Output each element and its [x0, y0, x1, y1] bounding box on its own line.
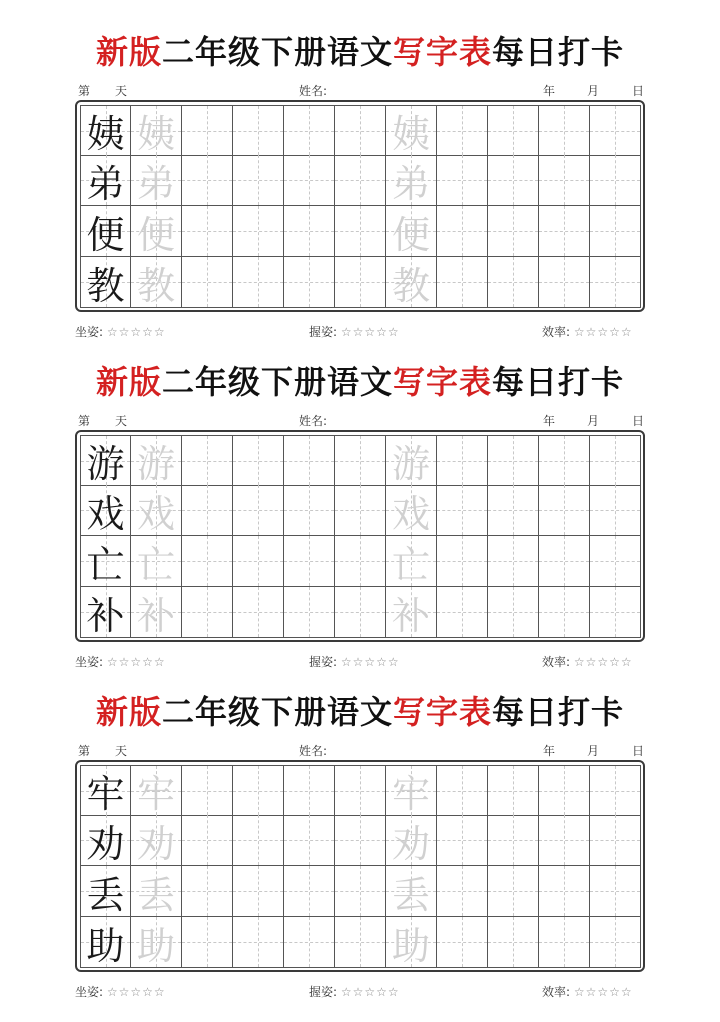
trace-character: 牢 [391, 772, 430, 816]
grid-cell[interactable] [386, 917, 437, 968]
grid-cell[interactable] [80, 485, 131, 536]
grid-cell[interactable] [539, 105, 590, 156]
title-part-new-edition: 新版 [95, 33, 162, 71]
grid-cell[interactable] [80, 917, 131, 968]
rating-line [75, 983, 645, 999]
grid-cell[interactable] [590, 765, 641, 816]
trace-character: 丢 [136, 872, 175, 917]
grid-cell[interactable] [131, 536, 182, 587]
grid-cell[interactable] [233, 206, 284, 257]
worksheet-section [0, 32, 720, 362]
grid-cell[interactable] [80, 435, 131, 486]
title-part-grade: 二年级下册语文 [161, 363, 393, 401]
grid-cell[interactable] [437, 536, 488, 587]
grid-cell[interactable] [437, 155, 488, 206]
date-label: 日 [632, 414, 645, 428]
grid-cell[interactable] [80, 206, 131, 257]
model-character: 助 [86, 923, 125, 968]
grid-cell[interactable] [539, 536, 590, 587]
trace-character: 游 [391, 442, 430, 486]
efficiency-rating [542, 983, 633, 1000]
grid-cell[interactable] [284, 155, 335, 206]
grid-cell[interactable] [488, 536, 539, 587]
day-suffix: 天 [115, 84, 128, 98]
title-part-grade: 二年级下册语文 [161, 693, 393, 731]
grid-cell[interactable] [284, 257, 335, 308]
grid-cell[interactable] [590, 485, 641, 536]
grid-cell[interactable] [590, 866, 641, 917]
posture-rating [75, 983, 166, 1000]
grip-stars[interactable]: ☆☆☆☆☆ [340, 325, 400, 339]
grid-cell[interactable] [233, 485, 284, 536]
grid-cell[interactable] [233, 435, 284, 486]
grid-cell[interactable] [182, 536, 233, 587]
grid-cell[interactable] [488, 435, 539, 486]
grid-cell[interactable] [182, 587, 233, 638]
grid-cell[interactable] [437, 206, 488, 257]
grid-cell[interactable] [233, 536, 284, 587]
grid-cell[interactable] [386, 206, 437, 257]
grid-cell[interactable] [335, 155, 386, 206]
grid-cell[interactable] [488, 105, 539, 156]
grid-cell[interactable] [488, 587, 539, 638]
grid-cell[interactable] [131, 917, 182, 968]
grid-cell[interactable] [131, 587, 182, 638]
posture-rating [75, 323, 166, 340]
grid-cell[interactable] [182, 765, 233, 816]
info-line [75, 742, 645, 758]
grid-cell[interactable] [386, 815, 437, 866]
grid-cell[interactable] [131, 765, 182, 816]
efficiency-label: 效率: [542, 325, 571, 339]
grid-cell[interactable] [131, 815, 182, 866]
grid-cell[interactable] [80, 765, 131, 816]
grid-cell[interactable] [386, 866, 437, 917]
grid-cell[interactable] [80, 257, 131, 308]
posture-stars[interactable]: ☆☆☆☆☆ [106, 655, 166, 669]
efficiency-rating [542, 323, 633, 340]
info-line [75, 82, 645, 98]
grid-cell[interactable] [335, 587, 386, 638]
grid-cell[interactable] [488, 485, 539, 536]
title-part-daily-checkin: 每日打卡 [492, 693, 625, 731]
grid-cell[interactable] [335, 536, 386, 587]
name-label: 姓名: [299, 744, 328, 758]
grip-rating [309, 323, 400, 340]
grid-cell[interactable] [437, 105, 488, 156]
grid-cell[interactable] [437, 866, 488, 917]
writing-grid-frame [75, 760, 645, 972]
name-label: 姓名: [299, 84, 328, 98]
grid-cell[interactable] [284, 536, 335, 587]
efficiency-label: 效率: [542, 655, 571, 669]
grid-cell[interactable] [80, 105, 131, 156]
grid-cell[interactable] [335, 257, 386, 308]
trace-character: 戏 [391, 491, 430, 536]
grid-cell[interactable] [335, 206, 386, 257]
posture-label: 坐姿: [75, 655, 104, 669]
grid-cell[interactable] [233, 257, 284, 308]
grid-cell[interactable] [335, 435, 386, 486]
worksheet-section [0, 692, 720, 1022]
grid-cell[interactable] [386, 536, 437, 587]
trace-character: 姨 [136, 112, 175, 156]
trace-character: 教 [136, 263, 175, 308]
trace-character: 便 [391, 212, 430, 257]
model-character: 便 [86, 212, 125, 257]
grid-cell[interactable] [233, 155, 284, 206]
day-prefix: 第 [78, 84, 91, 98]
grid-cell[interactable] [590, 917, 641, 968]
grid-cell[interactable] [182, 815, 233, 866]
grid-cell[interactable] [80, 536, 131, 587]
grid-cell[interactable] [182, 866, 233, 917]
grid-cell[interactable] [539, 435, 590, 486]
grid-cell[interactable] [131, 435, 182, 486]
grid-cell[interactable] [488, 765, 539, 816]
posture-label: 坐姿: [75, 325, 104, 339]
worksheet-title [0, 32, 720, 72]
trace-character: 便 [136, 212, 175, 257]
grid-cell[interactable] [284, 435, 335, 486]
writing-grid [80, 105, 640, 307]
grid-cell[interactable] [386, 485, 437, 536]
grid-cell[interactable] [539, 257, 590, 308]
grid-cell[interactable] [284, 815, 335, 866]
trace-character: 戏 [136, 491, 175, 536]
grid-cell[interactable] [284, 485, 335, 536]
model-character: 游 [86, 442, 125, 486]
grid-cell[interactable] [233, 917, 284, 968]
day-suffix: 天 [115, 414, 128, 428]
model-character: 姨 [86, 112, 125, 156]
posture-label: 坐姿: [75, 985, 104, 999]
posture-stars[interactable]: ☆☆☆☆☆ [106, 325, 166, 339]
grid-cell[interactable] [488, 206, 539, 257]
grid-cell[interactable] [488, 866, 539, 917]
grid-cell[interactable] [386, 105, 437, 156]
grid-cell[interactable] [590, 815, 641, 866]
grid-cell[interactable] [335, 485, 386, 536]
grid-cell[interactable] [590, 257, 641, 308]
grid-cell[interactable] [386, 765, 437, 816]
day-prefix: 第 [78, 414, 91, 428]
grid-cell[interactable] [335, 105, 386, 156]
grid-cell[interactable] [80, 155, 131, 206]
grid-cell[interactable] [539, 917, 590, 968]
grid-cell[interactable] [539, 587, 590, 638]
date-label: 日 [632, 744, 645, 758]
grid-cell[interactable] [386, 257, 437, 308]
model-character: 丢 [86, 872, 125, 917]
trace-character: 补 [391, 593, 430, 638]
grid-cell[interactable] [233, 815, 284, 866]
grid-cell[interactable] [182, 435, 233, 486]
grid-cell[interactable] [539, 866, 590, 917]
info-line [75, 412, 645, 428]
writing-grid [80, 765, 640, 967]
grid-cell[interactable] [437, 485, 488, 536]
grid-cell[interactable] [386, 587, 437, 638]
grid-cell[interactable] [233, 587, 284, 638]
efficiency-stars[interactable]: ☆☆☆☆☆ [573, 985, 633, 999]
grid-cell[interactable] [590, 105, 641, 156]
title-part-new-edition: 新版 [95, 693, 162, 731]
model-character: 教 [86, 263, 125, 308]
grid-cell[interactable] [335, 815, 386, 866]
worksheet-section [0, 362, 720, 692]
posture-stars[interactable]: ☆☆☆☆☆ [106, 985, 166, 999]
trace-character: 教 [391, 263, 430, 308]
grid-cell[interactable] [335, 917, 386, 968]
grip-label: 握姿: [309, 655, 338, 669]
model-character: 补 [86, 593, 125, 638]
month-label: 月 [587, 744, 600, 758]
grip-rating [309, 653, 400, 670]
grid-cell[interactable] [182, 917, 233, 968]
model-character: 劝 [86, 821, 125, 866]
grid-cell[interactable] [386, 435, 437, 486]
trace-character: 补 [136, 593, 175, 638]
title-part-daily-checkin: 每日打卡 [492, 363, 625, 401]
trace-character: 助 [391, 923, 430, 968]
grid-cell[interactable] [386, 155, 437, 206]
trace-character: 姨 [391, 112, 430, 156]
grid-cell[interactable] [131, 866, 182, 917]
grid-cell[interactable] [437, 815, 488, 866]
grip-stars[interactable]: ☆☆☆☆☆ [340, 655, 400, 669]
grid-cell[interactable] [539, 206, 590, 257]
trace-character: 亡 [136, 542, 175, 587]
grid-cell[interactable] [488, 815, 539, 866]
title-part-new-edition: 新版 [95, 363, 162, 401]
grid-cell[interactable] [284, 105, 335, 156]
writing-grid-frame [75, 100, 645, 312]
grid-cell[interactable] [131, 485, 182, 536]
day-suffix: 天 [115, 744, 128, 758]
grip-stars[interactable]: ☆☆☆☆☆ [340, 985, 400, 999]
grid-cell[interactable] [488, 155, 539, 206]
title-part-writing-table: 写字表 [393, 33, 493, 71]
grid-cell[interactable] [335, 866, 386, 917]
rating-line [75, 653, 645, 669]
grid-cell[interactable] [284, 765, 335, 816]
date-label: 日 [632, 84, 645, 98]
grid-cell[interactable] [488, 917, 539, 968]
grid-cell[interactable] [284, 917, 335, 968]
grid-cell[interactable] [131, 155, 182, 206]
grid-cell[interactable] [539, 765, 590, 816]
title-part-writing-table: 写字表 [393, 693, 493, 731]
writing-grid [80, 435, 640, 637]
trace-character: 牢 [136, 772, 175, 816]
grid-cell[interactable] [437, 435, 488, 486]
writing-grid-frame [75, 430, 645, 642]
grid-cell[interactable] [590, 155, 641, 206]
efficiency-rating [542, 653, 633, 670]
grip-rating [309, 983, 400, 1000]
trace-character: 劝 [391, 821, 430, 866]
posture-rating [75, 653, 166, 670]
grid-cell[interactable] [437, 917, 488, 968]
efficiency-stars[interactable]: ☆☆☆☆☆ [573, 655, 633, 669]
grid-cell[interactable] [539, 155, 590, 206]
grid-cell[interactable] [590, 587, 641, 638]
grid-cell[interactable] [284, 587, 335, 638]
title-part-grade: 二年级下册语文 [161, 33, 393, 71]
grid-cell[interactable] [80, 866, 131, 917]
title-part-writing-table: 写字表 [393, 363, 493, 401]
grid-cell[interactable] [233, 765, 284, 816]
model-character: 弟 [86, 161, 125, 206]
model-character: 亡 [86, 542, 125, 587]
grid-cell[interactable] [182, 155, 233, 206]
grip-label: 握姿: [309, 985, 338, 999]
grid-cell[interactable] [233, 866, 284, 917]
model-character: 戏 [86, 491, 125, 536]
grid-cell[interactable] [437, 257, 488, 308]
year-label: 年 [543, 744, 556, 758]
year-label: 年 [543, 84, 556, 98]
grid-cell[interactable] [80, 587, 131, 638]
name-label: 姓名: [299, 414, 328, 428]
grid-cell[interactable] [284, 866, 335, 917]
trace-character: 弟 [391, 161, 430, 206]
grid-cell[interactable] [539, 485, 590, 536]
trace-character: 劝 [136, 821, 175, 866]
grid-cell[interactable] [590, 536, 641, 587]
grid-cell[interactable] [131, 206, 182, 257]
grid-cell[interactable] [539, 815, 590, 866]
worksheet-title [0, 362, 720, 402]
grid-cell[interactable] [437, 587, 488, 638]
grid-cell[interactable] [182, 105, 233, 156]
grid-cell[interactable] [182, 206, 233, 257]
month-label: 月 [587, 414, 600, 428]
grid-cell[interactable] [590, 435, 641, 486]
grid-cell[interactable] [131, 105, 182, 156]
month-label: 月 [587, 84, 600, 98]
efficiency-label: 效率: [542, 985, 571, 999]
grid-cell[interactable] [284, 206, 335, 257]
trace-character: 丢 [391, 872, 430, 917]
day-prefix: 第 [78, 744, 91, 758]
grid-cell[interactable] [488, 257, 539, 308]
trace-character: 亡 [391, 542, 430, 587]
grid-cell[interactable] [131, 257, 182, 308]
model-character: 牢 [86, 772, 125, 816]
grid-cell[interactable] [182, 257, 233, 308]
grip-label: 握姿: [309, 325, 338, 339]
trace-character: 游 [136, 442, 175, 486]
title-part-daily-checkin: 每日打卡 [492, 33, 625, 71]
grid-cell[interactable] [335, 765, 386, 816]
trace-character: 助 [136, 923, 175, 968]
trace-character: 弟 [136, 161, 175, 206]
grid-cell[interactable] [233, 105, 284, 156]
year-label: 年 [543, 414, 556, 428]
efficiency-stars[interactable]: ☆☆☆☆☆ [573, 325, 633, 339]
rating-line [75, 323, 645, 339]
grid-cell[interactable] [80, 815, 131, 866]
grid-cell[interactable] [182, 485, 233, 536]
worksheet-title [0, 692, 720, 732]
grid-cell[interactable] [590, 206, 641, 257]
grid-cell[interactable] [437, 765, 488, 816]
